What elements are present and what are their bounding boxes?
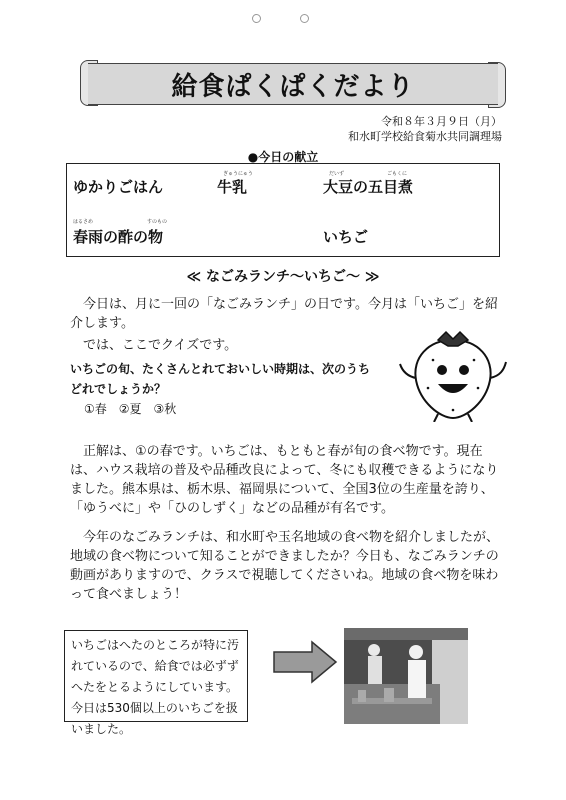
punch-hole [252, 14, 261, 23]
ruby-gyunyu: ぎゅうにゅう [223, 171, 253, 177]
title-banner [80, 60, 506, 106]
ruby-gomokuni: ごもくに [387, 171, 408, 177]
right-arrow-icon [272, 640, 338, 684]
menu-item-simmered-soy: 大豆の五目煮 [323, 178, 414, 196]
banner-body [88, 63, 498, 105]
page-title: 給食ぱくぱくだより [171, 71, 415, 102]
ruby-sunomono: すのもの [147, 219, 168, 225]
closing-paragraph: 今年のなごみランチは、和水町や玉名地域の食べ物を紹介しましたが、地域の食べ物について知ることができましたか？今日も、なごみランチの動画がありますので、クラスで視聴してくださいね。地域の食べ物を味わって食べましょう！ [70, 530, 500, 602]
menu-item-vinegared: 春雨の酢の物 [73, 228, 164, 246]
section-title: ≪ なごみランチ～いちご～ ≫ [186, 269, 380, 285]
quiz-lead: では、ここでクイズです。 [83, 338, 238, 353]
ruby-daizu: だいず [329, 171, 345, 177]
answer-paragraph: 正解は、①の春です。いちごは、もともと春が旬の食べ物です。現在は、ハウス栽培の普及や品種改良によって、冬にも収穫できるようになりました。熊本県は、栃木県、福岡県について、全国3位の生産量を誇り、「ゆうべに」や「ひのしずく」などの品種が有名です。 [70, 444, 499, 516]
menu-item-milk: 牛乳 [217, 178, 248, 196]
punch-hole [300, 14, 309, 23]
strawberry-character [398, 330, 508, 422]
kitchen-photo [344, 628, 468, 724]
note-box: いちごはへたのところが特に汚れているので、給食では必ずずへたをとるようにしています。今日は530個以上のいちごを扱いました。 [64, 630, 248, 722]
menu-heading: ●今日の献立 [247, 150, 319, 164]
date-line: 令和８年３月９日（月） [381, 115, 502, 128]
menu-item-rice: ゆかりごはん [73, 178, 164, 196]
intro-paragraph: 今日は、月に一回の「なごみランチ」の日です。今月は「いちご」を紹介します。 [70, 297, 498, 331]
quiz-question-2: どれでしょうか？ [70, 382, 167, 396]
facility-name: 和水町学校給食菊水共同調理場 [348, 130, 502, 143]
date-block [348, 114, 502, 144]
quiz-question-1: いちごの旬、たくさんとれておいしい時期は、次のうち [70, 362, 371, 376]
menu-item-strawberry: いちご [323, 228, 369, 246]
quiz-options: ①春 ②夏 ③秋 [84, 402, 177, 416]
menu-box [66, 163, 500, 257]
ruby-harusame: はるさめ [73, 219, 94, 225]
